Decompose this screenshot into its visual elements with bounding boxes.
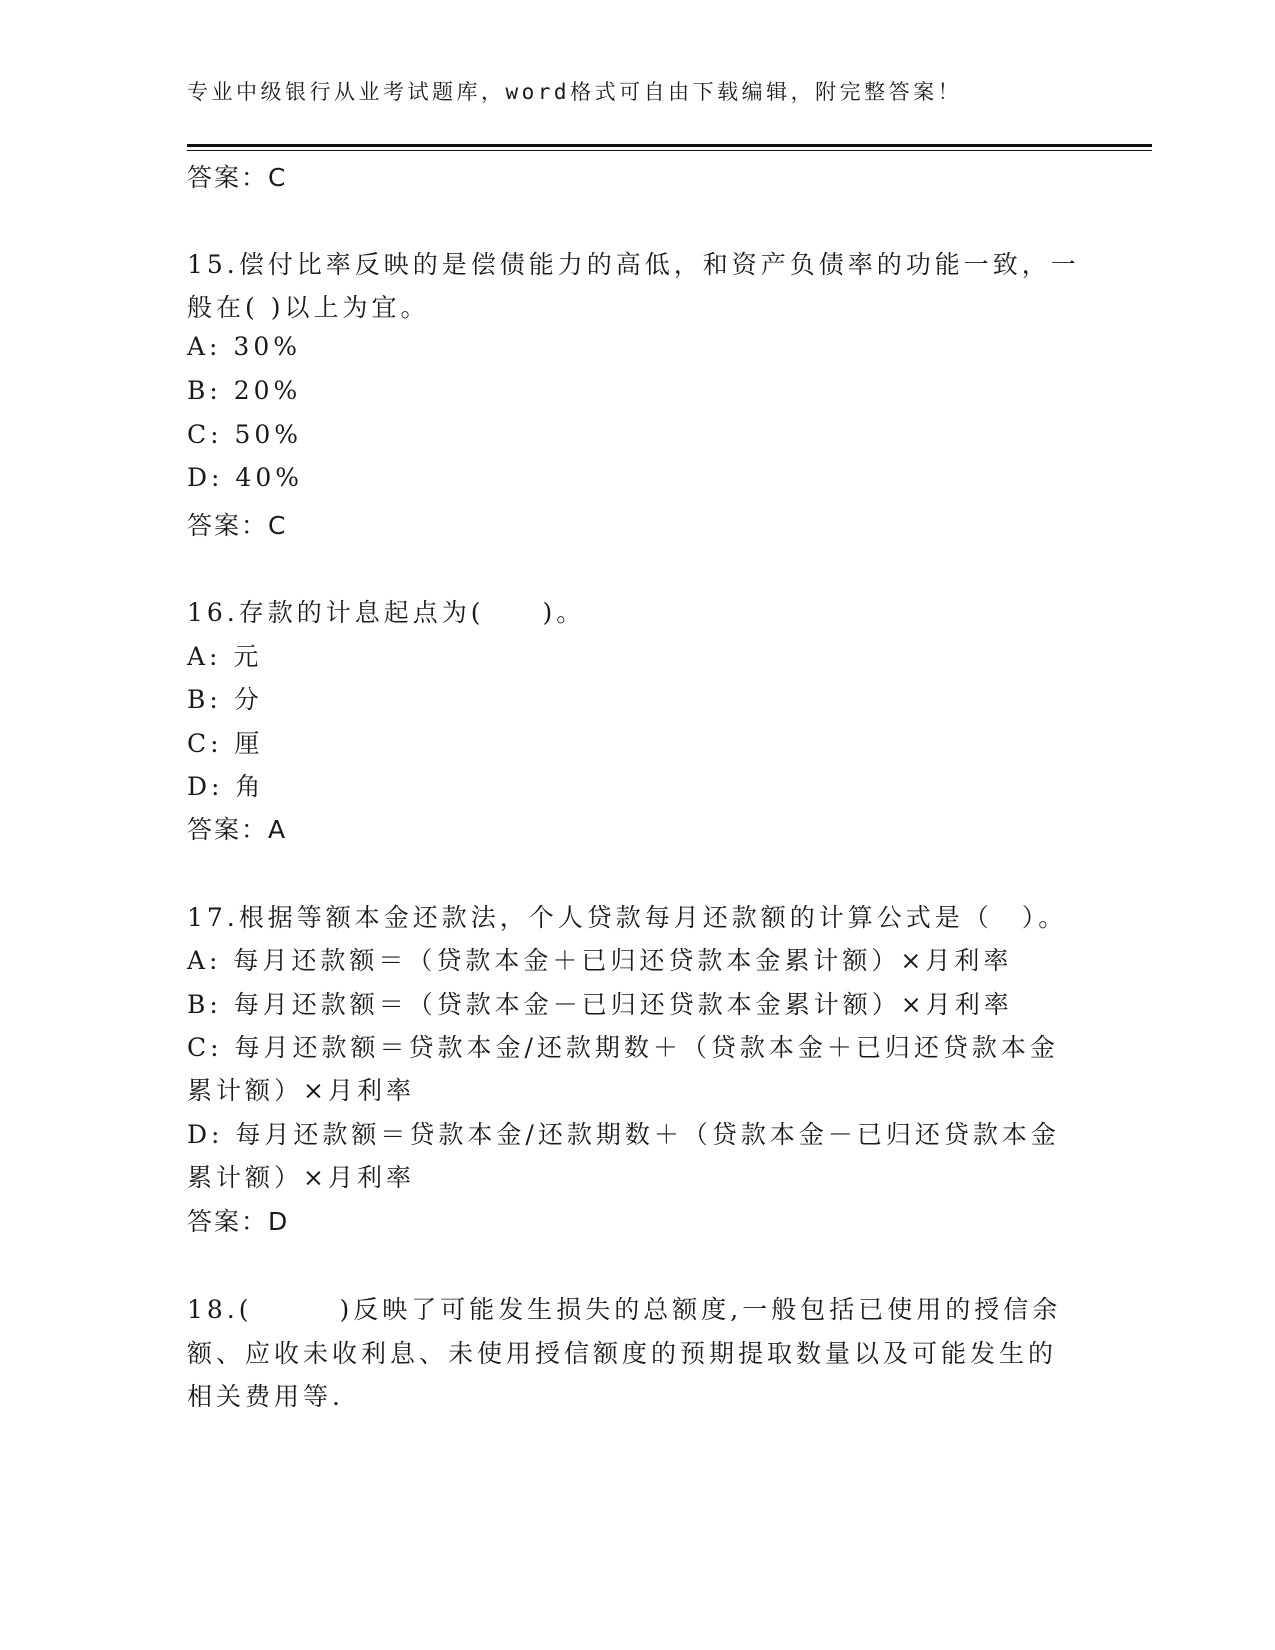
page-header: 专业中级银行从业考试题库，word格式可自由下载编辑，附完整答案！	[187, 80, 963, 104]
question-17-option-c-line-2: 累计额）×月利率	[187, 1076, 415, 1105]
question-18-line-1: 18.( )反映了可能发生损失的总额度,一般包括已使用的授信余	[187, 1295, 1062, 1324]
question-18-line-2: 额、应收未收利息、未使用授信额度的预期提取数量以及可能发生的	[187, 1339, 1058, 1368]
question-17-option-d-line-2: 累计额）×月利率	[187, 1163, 415, 1192]
question-16-option-c: C: 厘	[187, 729, 264, 758]
question-15-option-d: D: 40%	[187, 463, 303, 492]
question-15-line-2: 般在( )以上为宜。	[187, 293, 430, 322]
header-rule-thin	[187, 150, 1152, 151]
question-16-option-a: A: 元	[187, 642, 263, 671]
answer-16: 答案：A	[187, 815, 288, 844]
question-15-option-b: B: 20%	[187, 376, 302, 405]
question-17-option-d-line-1: D: 每月还款额＝贷款本金/还款期数＋（贷款本金－已归还贷款本金	[187, 1120, 1060, 1149]
question-17-option-b: B: 每月还款额＝（贷款本金－已归还贷款本金累计额）×月利率	[187, 990, 1013, 1019]
question-15-line-1: 15.偿付比率反映的是偿债能力的高低，和资产负债率的功能一致，一	[187, 250, 1080, 279]
question-15-option-a: A: 30%	[187, 332, 301, 361]
question-16-option-b: B: 分	[187, 685, 263, 714]
question-17-line-1: 17.根据等额本金还款法，个人贷款每月还款额的计算公式是（ ）。	[187, 903, 1068, 932]
question-16-option-d: D: 角	[187, 772, 265, 801]
answer-14: 答案：C	[187, 163, 288, 192]
question-17-option-c-line-1: C: 每月还款额＝贷款本金/还款期数＋（贷款本金＋已归还贷款本金	[187, 1033, 1059, 1062]
answer-15: 答案：C	[187, 511, 288, 540]
question-16-line-1: 16.存款的计息起点为( )。	[187, 598, 586, 627]
question-15-option-c: C: 50%	[187, 420, 303, 449]
header-rule-thick	[187, 144, 1152, 147]
question-17-option-a: A: 每月还款额＝（贷款本金＋已归还贷款本金累计额）×月利率	[187, 946, 1013, 975]
question-18-line-3: 相关费用等.	[187, 1382, 344, 1411]
answer-17: 答案：D	[187, 1207, 290, 1236]
